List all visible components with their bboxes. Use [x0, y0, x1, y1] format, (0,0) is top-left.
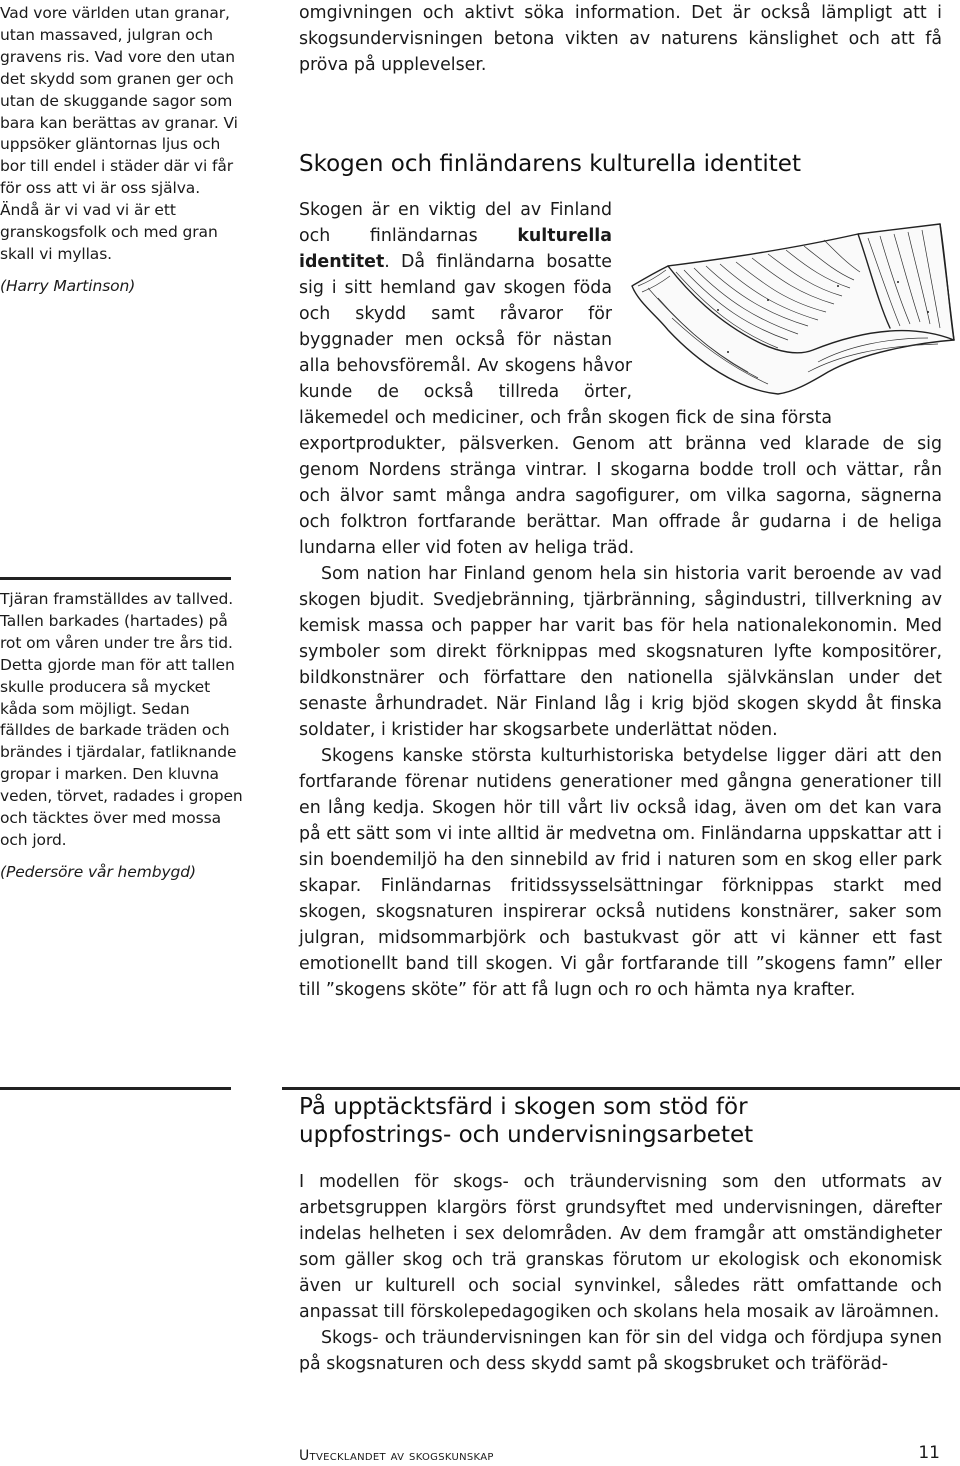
note-text: Tjäran framställdes av tallved. Tallen barkades (hartades) på rot om våren under tre års tid. Detta gjorde man för att tallen skulle producera så mycket kåda som möjligt. Sedan fälldes de barkade träden och brändes i tjärdalar, fatliknande gropar i marken. Den kluvna veden, törvet, radades i gropen och täcktes över med mossa och jord.: [0, 590, 243, 849]
section1-p1-text: Skogen är en viktig del av Finland och finländarnas: [299, 200, 612, 246]
running-title: [299, 1448, 494, 1464]
section1-heading: Skogen och finländarens kulturella identitet: [299, 151, 801, 177]
bark-piece-icon: [628, 222, 958, 398]
main-column-bottom: [299, 1093, 942, 1377]
section2-heading: På upptäcktsfärd i skogen som stöd för uppfostrings- och undervisningsarbetet: [299, 1094, 754, 1148]
section1-p1-rest: . Då finländarna bosatte sig i sitt hemland gav skogen föda och skydd samt råvaror för byggnader men också för nästan alla behovsföremål. Av skogens håvor kunde de också tillreda örter, läkemedel och mediciner, och från skogen fick de sina första exportprodukter, pälsverken. Genom att bränna ved klarade de sig genom Nordens stränga vintrar. I skogarna bodde troll och vättar, rån och älvor samt många andra sagofigurer, om vilka sagorna, sägnerna och folktron fortfarande berättar. Man offrade år gudarna i de heliga lundarna eller vid foten av heliga träd.: [299, 252, 942, 558]
section2-paragraph-1: I modellen för skogs- och träundervisning som den utformats av arbetsgruppen klargörs först grundsyftet med undervisningen, därefter indelas helheten i sex delområden. Av dem framgår att omständigheter som gäller skog och trä granskas förutom ur ekologisk och ekonomisk även ur kulturell och social synvinkel, således rätt omfattande och anpassat till förskolepedagogiken och skolans hela mosaik av läroämnen.: [299, 1172, 942, 1322]
sidebar-divider-top: [0, 577, 231, 580]
sidebar-divider-bottom: [0, 1087, 231, 1090]
illustration-wrap-area-tail: [832, 395, 942, 427]
section2-paragraph-2: Skogs- och träundervisningen kan för sin del vidga och fördjupa synen på skogsnaturen och dess skydd samt på skogsbruket och träföräd-: [299, 1328, 942, 1374]
main-column-top: [299, 0, 942, 1003]
running-title-text: Utvecklandet av skogskunskap: [299, 1448, 494, 1464]
main-divider: [282, 1087, 960, 1090]
section1-paragraph-2: Som nation har Finland genom hela sin historia varit beroende av vad skogen bjudit. Svedjebränning, tjärbränning, sågindustri, tillverkning av kemisk massa och papper har varit bas för hela nationalekonomin. Med symboler som direkt förknippas med skogsnaturen lyfte kompositörer, bildkonstnärer och författare den nationella självkänslan under det senaste århundradet. När Finland låg i krig bjöd skogen skydd åt finska soldater, i kristider har skogsarbete underlättat nöden.: [299, 564, 942, 740]
intro-paragraph: omgivningen och aktivt söka information. Det är också lämpligt att i skogsundervisningen betona vikten av naturens känslighet och att få pröva på upplevelser.: [299, 3, 942, 75]
section1-keyword: kulturella identitet: [299, 226, 612, 272]
section1-paragraph-3: Skogens kanske största kulturhistoriska betydelse ligger däri att den fortfarande förenar nutidens generationer med gångna generationer till en lång kedja. Skogen hör till vårt liv också idag, även om det kan vara på ett sätt som vi inte alltid är medvetna om. Finländarna uppskattar att i sin boendemiljö ha den sinnebild av frid i naturen som en skog eller park skapar. Finländarnas fritidssysselsättningar förknippas starkt med skogen, skogsnaturen inspirerar också nutidens konstnärer, saker som julgran, midsommarbjörk och bastukvast gör att vi känner ett fast emotionellt band till skogen. Vi går fortfarande till ”skogens famn” eller till ”skogens sköte” för att få lugn och ro och hämta nya krafter.: [299, 746, 942, 1000]
sidebar-note: [0, 589, 244, 884]
sidebar-poem: [0, 3, 244, 298]
page-number: 11: [918, 1443, 940, 1463]
poem-citation: (Harry Martinson): [0, 276, 136, 295]
poem-text: Vad vore världen utan granar, utan massaved, julgran och gravens ris. Vad vore den utan det skydd som granen ger och utan de skuggande sagor som bara kan berättas av granar. Vi uppsöker gläntornas ljus och bor till endel i städer där vi får för oss att vi är oss själva. Ändå är vi vad vi är ett granskogsfolk och med gran skall vi myllas.: [0, 4, 238, 263]
note-citation: (Pedersöre vår hembygd): [0, 862, 196, 881]
